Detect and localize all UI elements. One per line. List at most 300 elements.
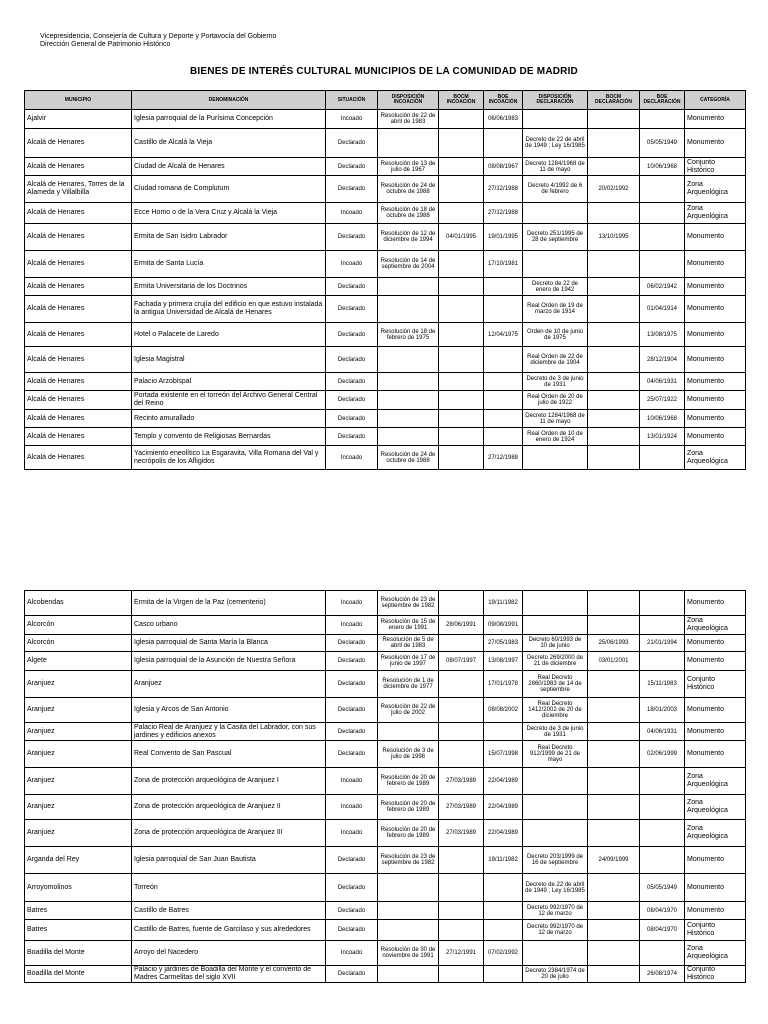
boe-incoacion-cell: 13/08/1997 [484,652,523,671]
header-line-2: Dirección General de Patrimonio Histórico [40,41,171,48]
bocm-declaracion-cell [588,616,640,635]
situacion-cell: Declarado [326,652,378,671]
bocm-incoacion-cell: 04/01/1995 [439,224,484,251]
disposicion-declaracion-cell [523,446,588,470]
denominacion-cell: Castillo de Alcalá la Vieja [132,129,326,158]
boe-declaracion-cell: 02/06/1999 [640,741,685,768]
municipio-cell: Aranjuez [25,698,132,723]
table-row [25,723,746,741]
disposicion-declaracion-cell: Real Orden de 19 de marzo de 1914 [523,296,588,323]
disposicion-incoacion-cell: Resolución de 18 de octubre de 1988 [378,203,439,224]
categoria-cell: Monumento [685,635,746,652]
categoria-cell: Monumento [685,347,746,373]
bocm-incoacion-cell: 28/06/1991 [439,616,484,635]
bocm-declaracion-cell [588,671,640,698]
boe-incoacion-cell: 09/08/1991 [484,616,523,635]
boe-incoacion-cell [484,410,523,428]
table-row [25,966,746,983]
bocm-incoacion-cell [439,110,484,129]
column-header-municipio: MUNICIPIO [25,91,132,110]
disposicion-incoacion-cell [378,391,439,410]
table-row [25,652,746,671]
bocm-declaracion-cell [588,723,640,741]
denominacion-cell: Castillo de Batres [132,902,326,920]
disposicion-declaracion-cell: Decreto 269/2000 de 21 de diciembre [523,652,588,671]
situacion-cell: Declarado [326,428,378,446]
denominacion-cell: Torreón [132,874,326,902]
disposicion-incoacion-cell: Resolución de 12 de diciembre de 1994 [378,224,439,251]
bocm-incoacion-cell [439,671,484,698]
bocm-incoacion-cell: 08/07/1997 [439,652,484,671]
boe-incoacion-cell: 27/12/1988 [484,176,523,203]
disposicion-incoacion-cell [378,296,439,323]
categoria-cell: Zona Arqueológica [685,768,746,795]
disposicion-declaracion-cell: Decreto 992/1970 de 12 de marzo [523,902,588,920]
bocm-incoacion-cell [439,591,484,616]
bocm-declaracion-cell [588,110,640,129]
categoria-cell: Monumento [685,224,746,251]
municipio-cell: Alcalá de Henares [25,251,132,278]
disposicion-declaracion-cell: Decreto 203/1999 de 16 de septiembre [523,847,588,874]
disposicion-declaracion-cell: Decreto 992/1970 de 12 de marzo [523,920,588,941]
situacion-cell: Incoado [326,616,378,635]
denominacion-cell: Zona de protección arqueológica de Aranjuez III [132,820,326,847]
denominacion-cell: Iglesia parroquial de la Asunción de Nuestra Señora [132,652,326,671]
bocm-declaracion-cell [588,795,640,820]
categoria-cell: Zona Arqueológica [685,795,746,820]
categoria-cell: Monumento [685,652,746,671]
boe-declaracion-cell: 25/07/1922 [640,391,685,410]
boe-incoacion-cell [484,391,523,410]
disposicion-incoacion-cell: Resolución de 23 de septiembre de 1982 [378,591,439,616]
municipio-cell: Alcalá de Henares [25,296,132,323]
boe-incoacion-cell: 17/01/1978 [484,671,523,698]
disposicion-incoacion-cell [378,920,439,941]
disposicion-incoacion-cell: Resolución de 17 de junio de 1997 [378,652,439,671]
bocm-incoacion-cell [439,278,484,296]
table-row [25,616,746,635]
bocm-declaracion-cell: 25/06/1993 [588,635,640,652]
disposicion-declaracion-cell: Real Decreto 1412/2002 de 20 de diciembre [523,698,588,723]
categoria-cell: Monumento [685,591,746,616]
boe-declaracion-cell [640,446,685,470]
bocm-declaracion-cell [588,591,640,616]
disposicion-declaracion-cell: Decreto de 22 de enero de 1942 [523,278,588,296]
boe-incoacion-cell: 22/04/1989 [484,768,523,795]
boe-incoacion-cell: 19/11/1982 [484,847,523,874]
column-header-categoria: CATEGORÍA [685,91,746,110]
boe-incoacion-cell [484,966,523,983]
disposicion-declaracion-cell [523,941,588,966]
denominacion-cell: Zona de protección arqueológica de Aranjuez I [132,768,326,795]
denominacion-cell: Templo y convento de Religiosas Bernardas [132,428,326,446]
disposicion-incoacion-cell [378,278,439,296]
disposicion-incoacion-cell [378,902,439,920]
situacion-cell: Declarado [326,671,378,698]
boe-declaracion-cell: 26/08/1974 [640,966,685,983]
boe-declaracion-cell: 15/11/1983 [640,671,685,698]
bocm-declaracion-cell [588,203,640,224]
situacion-cell: Incoado [326,941,378,966]
bocm-declaracion-cell [588,296,640,323]
municipio-cell: Alcalá de Henares [25,347,132,373]
disposicion-declaracion-cell [523,616,588,635]
disposicion-declaracion-cell: Decreto 251/1995 de 28 de septiembre [523,224,588,251]
situacion-cell: Incoado [326,795,378,820]
disposicion-incoacion-cell: Resolución de 15 de enero de 1991 [378,616,439,635]
bocm-declaracion-cell [588,446,640,470]
bocm-incoacion-cell [439,428,484,446]
municipio-cell: Aranjuez [25,820,132,847]
disposicion-incoacion-cell: Resolución de 24 de octubre de 1988 [378,176,439,203]
disposicion-declaracion-cell: Decreto 1284/1968 de 11 de mayo [523,158,588,176]
disposicion-declaracion-cell: Real Decreto 912/1999 de 21 de mayo [523,741,588,768]
disposicion-incoacion-cell [378,373,439,391]
categoria-cell: Zona Arqueológica [685,616,746,635]
bocm-declaracion-cell [588,347,640,373]
municipio-cell: Arroyomolinos [25,874,132,902]
situacion-cell: Declarado [326,278,378,296]
situacion-cell: Declarado [326,224,378,251]
bocm-incoacion-cell: 27/03/1989 [439,820,484,847]
bic-table-1 [24,90,746,470]
categoria-cell: Monumento [685,251,746,278]
disposicion-declaracion-cell: Decreto 60/1993 de 10 de junio [523,635,588,652]
municipio-cell: Alcalá de Henares, Torres de la Alameda y Villalbilla [25,176,132,203]
categoria-cell: Monumento [685,373,746,391]
situacion-cell: Declarado [326,847,378,874]
disposicion-incoacion-cell: Resolución de 23 de septiembre de 1982 [378,847,439,874]
categoria-cell: Monumento [685,278,746,296]
boe-declaracion-cell: 04/06/1931 [640,723,685,741]
denominacion-cell: Ermita Universitaria de los Doctrinos [132,278,326,296]
categoria-cell: Monumento [685,323,746,347]
categoria-cell: Conjunto Histórico [685,920,746,941]
column-header-boe-declaracion: BOE DECLARACIÓN [640,91,685,110]
situacion-cell: Incoado [326,768,378,795]
municipio-cell: Alcalá de Henares [25,410,132,428]
bocm-declaracion-cell: 20/02/1992 [588,176,640,203]
column-header-denominacion: DENOMINACIÓN [132,91,326,110]
municipio-cell: Alcobendas [25,591,132,616]
bocm-declaracion-cell [588,902,640,920]
municipio-cell: Aranjuez [25,723,132,741]
bocm-declaracion-cell: 03/01/2001 [588,652,640,671]
situacion-cell: Declarado [326,741,378,768]
table-row [25,203,746,224]
boe-incoacion-cell: 27/05/1983 [484,635,523,652]
boe-incoacion-cell [484,920,523,941]
disposicion-declaracion-cell: Real Orden de 22 de diciembre de 1904 [523,347,588,373]
denominacion-cell: Iglesia parroquial de Santa María la Blanca [132,635,326,652]
table-row [25,874,746,902]
bocm-declaracion-cell [588,741,640,768]
page-title: BIENES DE INTERÉS CULTURAL MUNICIPIOS DE LA COMUNIDAD DE MADRID [190,66,578,77]
bocm-incoacion-cell [439,203,484,224]
categoria-cell: Zona Arqueológica [685,941,746,966]
municipio-cell: Alcorcón [25,616,132,635]
categoria-cell: Conjunto Histórico [685,671,746,698]
table-row [25,847,746,874]
situacion-cell: Declarado [326,723,378,741]
boe-declaracion-cell: 06/02/1942 [640,278,685,296]
boe-declaracion-cell: 04/06/1931 [640,373,685,391]
bocm-incoacion-cell [439,902,484,920]
bocm-incoacion-cell [439,741,484,768]
situacion-cell: Declarado [326,920,378,941]
disposicion-incoacion-cell: Resolución de 1 de diciembre de 1977 [378,671,439,698]
disposicion-incoacion-cell: Resolución de 5 de abril de 1983 [378,635,439,652]
denominacion-cell: Ermita de Santa Lucía [132,251,326,278]
denominacion-cell: Ermita de la Virgen de la Paz (cementerio) [132,591,326,616]
denominacion-cell: Iglesia y Arcos de San Antonio [132,698,326,723]
bocm-declaracion-cell [588,391,640,410]
bocm-incoacion-cell [439,251,484,278]
categoria-cell: Monumento [685,391,746,410]
municipio-cell: Alcalá de Henares [25,373,132,391]
denominacion-cell: Ecce Homo o de la Vera Cruz y Alcalá la Vieja [132,203,326,224]
column-header-disposicion-incoacion: DISPOSICIÓN INCOACIÓN [378,91,439,110]
municipio-cell: Alcalá de Henares [25,278,132,296]
denominacion-cell: Aranjuez [132,671,326,698]
denominacion-cell: Zona de protección arqueológica de Aranjuez II [132,795,326,820]
situacion-cell: Declarado [326,410,378,428]
situacion-cell: Incoado [326,110,378,129]
municipio-cell: Aranjuez [25,741,132,768]
column-header-bocm-declaracion: BOCM DECLARACIÓN [588,91,640,110]
municipio-cell: Alcorcón [25,635,132,652]
bocm-declaracion-cell [588,278,640,296]
bocm-incoacion-cell [439,966,484,983]
boe-declaracion-cell: 10/06/1968 [640,158,685,176]
bocm-incoacion-cell [439,698,484,723]
bocm-incoacion-cell [439,391,484,410]
disposicion-declaracion-cell: Orden de 10 de junio de 1975 [523,323,588,347]
situacion-cell: Declarado [326,874,378,902]
categoria-cell: Conjunto Histórico [685,158,746,176]
bocm-incoacion-cell: 27/12/1991 [439,941,484,966]
column-header-bocm-incoacion: BOCM INCOACIÓN [439,91,484,110]
column-header-situacion: SITUACIÓN [326,91,378,110]
categoria-cell: Monumento [685,847,746,874]
table-row [25,296,746,323]
disposicion-incoacion-cell: Resolución de 22 de abril de 1983 [378,110,439,129]
boe-incoacion-cell: 19/01/1995 [484,224,523,251]
table-row [25,902,746,920]
boe-declaracion-cell [640,847,685,874]
document-header [40,33,276,49]
table-row [25,428,746,446]
situacion-cell: Declarado [326,391,378,410]
disposicion-incoacion-cell: Resolución de 14 de septiembre de 2004 [378,251,439,278]
bocm-declaracion-cell: 24/09/1999 [588,847,640,874]
bocm-declaracion-cell [588,768,640,795]
municipio-cell: Alcalá de Henares [25,224,132,251]
denominacion-cell: Palacio y jardines de Boadilla del Monte y el convento de Madres Carmelitas del siglo XVII [132,966,326,983]
boe-incoacion-cell [484,902,523,920]
bocm-incoacion-cell [439,446,484,470]
situacion-cell: Declarado [326,347,378,373]
disposicion-incoacion-cell: Resolución de 18 de febrero de 1975 [378,323,439,347]
bocm-declaracion-cell [588,129,640,158]
bocm-declaracion-cell [588,698,640,723]
situacion-cell: Declarado [326,158,378,176]
table-row [25,251,746,278]
municipio-cell: Alcalá de Henares [25,391,132,410]
categoria-cell: Monumento [685,723,746,741]
table-row [25,110,746,129]
disposicion-declaracion-cell [523,203,588,224]
boe-incoacion-cell: 19/11/1982 [484,591,523,616]
boe-incoacion-cell [484,296,523,323]
disposicion-incoacion-cell [378,723,439,741]
table-row [25,795,746,820]
bocm-incoacion-cell [439,635,484,652]
categoria-cell: Monumento [685,428,746,446]
disposicion-incoacion-cell: Resolución de 3 de julio de 1998 [378,741,439,768]
bocm-declaracion-cell [588,410,640,428]
boe-incoacion-cell: 15/07/1998 [484,741,523,768]
situacion-cell: Declarado [326,635,378,652]
boe-declaracion-cell [640,768,685,795]
table-row [25,635,746,652]
situacion-cell: Incoado [326,251,378,278]
municipio-cell: Arganda del Rey [25,847,132,874]
boe-declaracion-cell [640,795,685,820]
table-row [25,920,746,941]
bocm-incoacion-cell [439,323,484,347]
column-header-disposicion-declaracion: DISPOSICIÓN DECLARACIÓN [523,91,588,110]
bocm-declaracion-cell [588,428,640,446]
municipio-cell: Alcalá de Henares [25,428,132,446]
municipio-cell: Aranjuez [25,795,132,820]
disposicion-incoacion-cell: Resolución de 13 de julio de 1967 [378,158,439,176]
disposicion-declaracion-cell: Real Orden de 10 de enero de 1924 [523,428,588,446]
boe-declaracion-cell: 28/12/1904 [640,347,685,373]
table-row [25,323,746,347]
situacion-cell: Declarado [326,966,378,983]
table-row [25,278,746,296]
bocm-incoacion-cell [439,296,484,323]
boe-declaracion-cell [640,820,685,847]
bocm-incoacion-cell [439,158,484,176]
boe-declaracion-cell: 13/01/1924 [640,428,685,446]
denominacion-cell: Ermita de San Isidro Labrador [132,224,326,251]
table-row [25,158,746,176]
table-row [25,591,746,616]
bocm-incoacion-cell [439,723,484,741]
disposicion-declaracion-cell: Decreto de 3 de junio de 1931 [523,373,588,391]
bocm-incoacion-cell [439,874,484,902]
situacion-cell: Declarado [326,296,378,323]
situacion-cell: Declarado [326,373,378,391]
boe-incoacion-cell: 17/10/1981 [484,251,523,278]
disposicion-declaracion-cell [523,591,588,616]
situacion-cell: Declarado [326,698,378,723]
table-row [25,741,746,768]
disposicion-declaracion-cell: Decreto de 22 de abril de 1949 ; Ley 16/1985 [523,874,588,902]
table-row [25,671,746,698]
situacion-cell: Declarado [326,902,378,920]
disposicion-incoacion-cell: Resolución de 24 de octubre de 1988 [378,446,439,470]
disposicion-incoacion-cell: Resolución de 20 de febrero de 1989 [378,795,439,820]
disposicion-incoacion-cell [378,874,439,902]
disposicion-declaracion-cell [523,251,588,278]
bocm-declaracion-cell: 13/10/1995 [588,224,640,251]
boe-declaracion-cell: 10/06/1968 [640,410,685,428]
table-row [25,768,746,795]
bocm-incoacion-cell [439,920,484,941]
boe-incoacion-cell: 22/04/1989 [484,795,523,820]
categoria-cell: Zona Arqueológica [685,203,746,224]
bocm-incoacion-cell [439,176,484,203]
municipio-cell: Alcalá de Henares [25,203,132,224]
boe-declaracion-cell [640,110,685,129]
boe-incoacion-cell: 22/04/1989 [484,820,523,847]
bic-table-2 [24,590,746,983]
disposicion-declaracion-cell: Decreto de 3 de junio de 1931 [523,723,588,741]
categoria-cell: Zona Arqueológica [685,820,746,847]
disposicion-declaracion-cell: Real Decreto 2860/1983 de 14 de septiembre [523,671,588,698]
boe-declaracion-cell: 08/04/1970 [640,920,685,941]
categoria-cell: Monumento [685,902,746,920]
denominacion-cell: Fachada y primera crujía del edificio en que estuvo instalada la antigua Universidad de Alcalá de Henares [132,296,326,323]
boe-declaracion-cell [640,224,685,251]
header-line-1: Vicepresidencia, Consejería de Cultura y Deporte y Portavocía del Gobierno [40,33,277,40]
bocm-incoacion-cell [439,347,484,373]
table-row [25,941,746,966]
bocm-incoacion-cell: 27/03/1989 [439,768,484,795]
disposicion-declaracion-cell [523,820,588,847]
boe-declaracion-cell: 21/01/1994 [640,635,685,652]
municipio-cell: Batres [25,920,132,941]
boe-incoacion-cell [484,874,523,902]
bocm-declaracion-cell [588,966,640,983]
table-row [25,347,746,373]
disposicion-incoacion-cell: Resolución de 20 de febrero de 1989 [378,768,439,795]
situacion-cell: Incoado [326,446,378,470]
bocm-incoacion-cell [439,373,484,391]
municipio-cell: Alcalá de Henares [25,323,132,347]
boe-declaracion-cell: 13/08/1975 [640,323,685,347]
disposicion-incoacion-cell: Resolución de 30 de noviembre de 1991 [378,941,439,966]
bocm-declaracion-cell [588,251,640,278]
municipio-cell: Alcalá de Henares [25,446,132,470]
categoria-cell: Monumento [685,110,746,129]
table-row [25,410,746,428]
boe-declaracion-cell [640,652,685,671]
table-header [25,91,746,110]
disposicion-incoacion-cell: Resolución de 22 de julio de 2002 [378,698,439,723]
boe-declaracion-cell: 08/04/1970 [640,902,685,920]
boe-incoacion-cell [484,723,523,741]
categoria-cell: Monumento [685,698,746,723]
denominacion-cell: Yacimiento eneolítico La Esgaravita, Villa Romana del Val y necrópolis de los Afligidos [132,446,326,470]
boe-declaracion-cell [640,176,685,203]
table-body [25,591,746,983]
municipio-cell: Alcalá de Henares [25,129,132,158]
table-row [25,446,746,470]
table-row [25,698,746,723]
boe-incoacion-cell: 07/02/1992 [484,941,523,966]
denominacion-cell: Iglesia Magistral [132,347,326,373]
bocm-declaracion-cell [588,874,640,902]
denominacion-cell: Iglesia parroquial de San Juan Bautista [132,847,326,874]
table-body [25,110,746,470]
situacion-cell: Incoado [326,591,378,616]
denominacion-cell: Real Convento de San Pascual [132,741,326,768]
disposicion-incoacion-cell [378,410,439,428]
